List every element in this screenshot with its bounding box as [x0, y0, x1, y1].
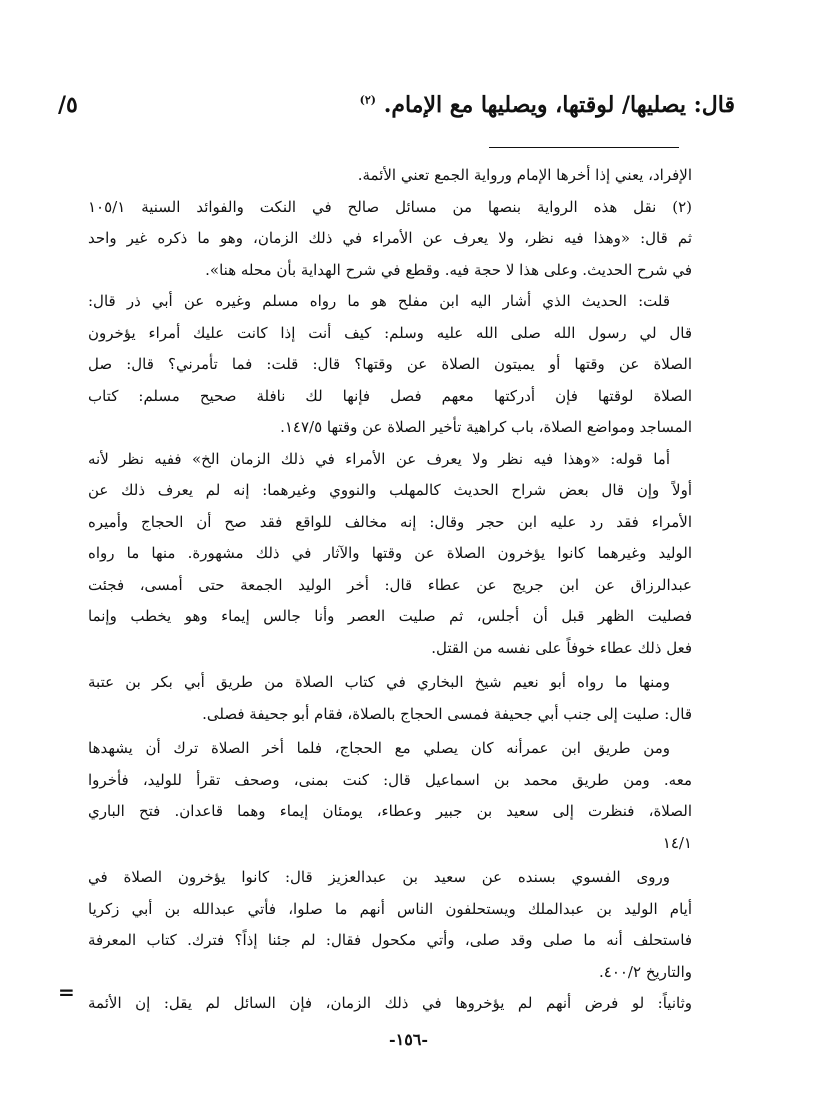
text-line: الصلاة، فنظرت إلى سعيد بن جبير وعطاء، يومئان إيماء وهما قاعدان. فتح الباري	[88, 802, 692, 820]
text-line: ثم قال: «وهذا فيه نظر، ولا يعرف عن الأمراء في ذلك الزمان، وهو ما ذكره غير واحد	[88, 229, 692, 247]
footnote-separator-rule	[489, 147, 679, 148]
text-line: وروى الفسوي بسنده عن سعيد بن عبدالعزيز قال: كانوا يؤخرون الصلاة في	[88, 868, 670, 886]
text-line: الإفراد، يعني إذا أخرها الإمام ورواية الجمع تعني الأئمة.	[357, 166, 692, 184]
page-number: -١٥٦-	[388, 1030, 429, 1049]
header-title	[360, 92, 735, 118]
running-header	[40, 92, 780, 132]
text-line: ١٤/١	[662, 833, 692, 852]
text-line: أولاً وإن قال بعض شراح الحديث كالمهلب والنووي وغيرهما: إنه لم يعرف ذلك عن	[88, 481, 692, 499]
page-marker: ٥/	[58, 92, 78, 118]
text-line: قلت: الحديث الذي أشار اليه ابن مفلح هو ما رواه مسلم وغيره عن أبي ذر قال:	[88, 292, 670, 310]
footnote-body	[88, 160, 692, 1020]
text-line: عبدالرزاق عن ابن جريج عن عطاء قال: أخر الوليد الجمعة حتى أمسى، فجئت	[88, 575, 692, 594]
text-line: الصلاة عن وقتها أو يميتون الصلاة عن وقتها؟ قال: قلت: فما تأمرني؟ قال: صل	[88, 355, 692, 373]
text-line: الوليد وغيرهما كانوا يؤخرون الصلاة عن وقتها والآثار في ذلك مشهورة. منها ما رواه	[88, 544, 692, 562]
text-line: (٢) نقل هذه الرواية بنصها من مسائل صالح في النكت والفوائد السنية ١٠٥/١	[88, 197, 692, 216]
continuation-mark: =	[58, 980, 75, 1004]
header-title-text: قال: يصليها/ لوقتها، ويصليها مع الإمام.	[383, 92, 735, 118]
text-line: قال: صليت إلى جنب أبي جحيفة فمسى الحجاج بالصلاة، فقام أبو جحيفة فصلى.	[202, 704, 692, 723]
text-line: فصليت الظهر قبل أن أجلس، ثم صليت العصر وأنا جالس إيماء وهو يخطب وإنما	[88, 607, 692, 625]
text-line: أما قوله: «وهذا فيه نظر ولا يعرف عن الأمراء في ذلك الزمان الخ» ففيه نظر لأنه	[88, 449, 670, 468]
text-line: فاستحلف أنه ما صلى وقد صلى، وأتي مكحول فقال: لم جئنا إذاً؟ فترك. كتاب المعرفة	[88, 931, 692, 949]
text-line: معه. ومن طريق محمد بن اسماعيل قال: كنت بمنى، وصحف تقرأ للوليد، فأخروا	[88, 770, 692, 789]
text-line: الصلاة لوقتها فإن أدركتها معهم فصل فإنها لك نافلة صحيح مسلم: كتاب	[88, 386, 692, 405]
text-line: المساجد ومواضع الصلاة، باب كراهية تأخير الصلاة عن وقتها ١٤٧/٥.	[280, 418, 692, 436]
footnote-reference: (٢)	[359, 93, 377, 107]
text-line: فعل ذلك عطاء خوفاً على نفسه من القتل.	[431, 638, 692, 657]
text-line: في شرح الحديث. وعلى هذا لا حجة فيه. وقطع في شرح الهداية بأن محله هنا».	[205, 260, 692, 279]
text-line: والتاريخ ٤٠٠/٢.	[598, 962, 692, 981]
text-line: ومن طريق ابن عمرأنه كان يصلي مع الحجاج، فلما أخر الصلاة ترك أن يشهدها	[88, 739, 670, 757]
text-line: ومنها ما رواه أبو نعيم شيخ البخاري في كتاب الصلاة من طريق أبي بكر بن عتبة	[88, 673, 670, 691]
text-line: أيام الوليد بن عبدالملك ويستحلفون الناس أنهم ما صلوا، فأتي عبدالله بن أبي زكريا	[88, 899, 692, 918]
text-line: وثانياً: لو فرض أنهم لم يؤخروها في ذلك الزمان، فإن السائل لم يقل: إن الأئمة	[88, 994, 692, 1012]
text-line: الأمراء فقد رد عليه ابن حجر وقال: إنه مخالف للواقع فقد صح أن الحجاج وأميره	[88, 512, 692, 531]
text-line: قال لي رسول الله صلى الله عليه وسلم: كيف أنت إذا كانت عليك أمراء يؤخرون	[88, 323, 692, 342]
